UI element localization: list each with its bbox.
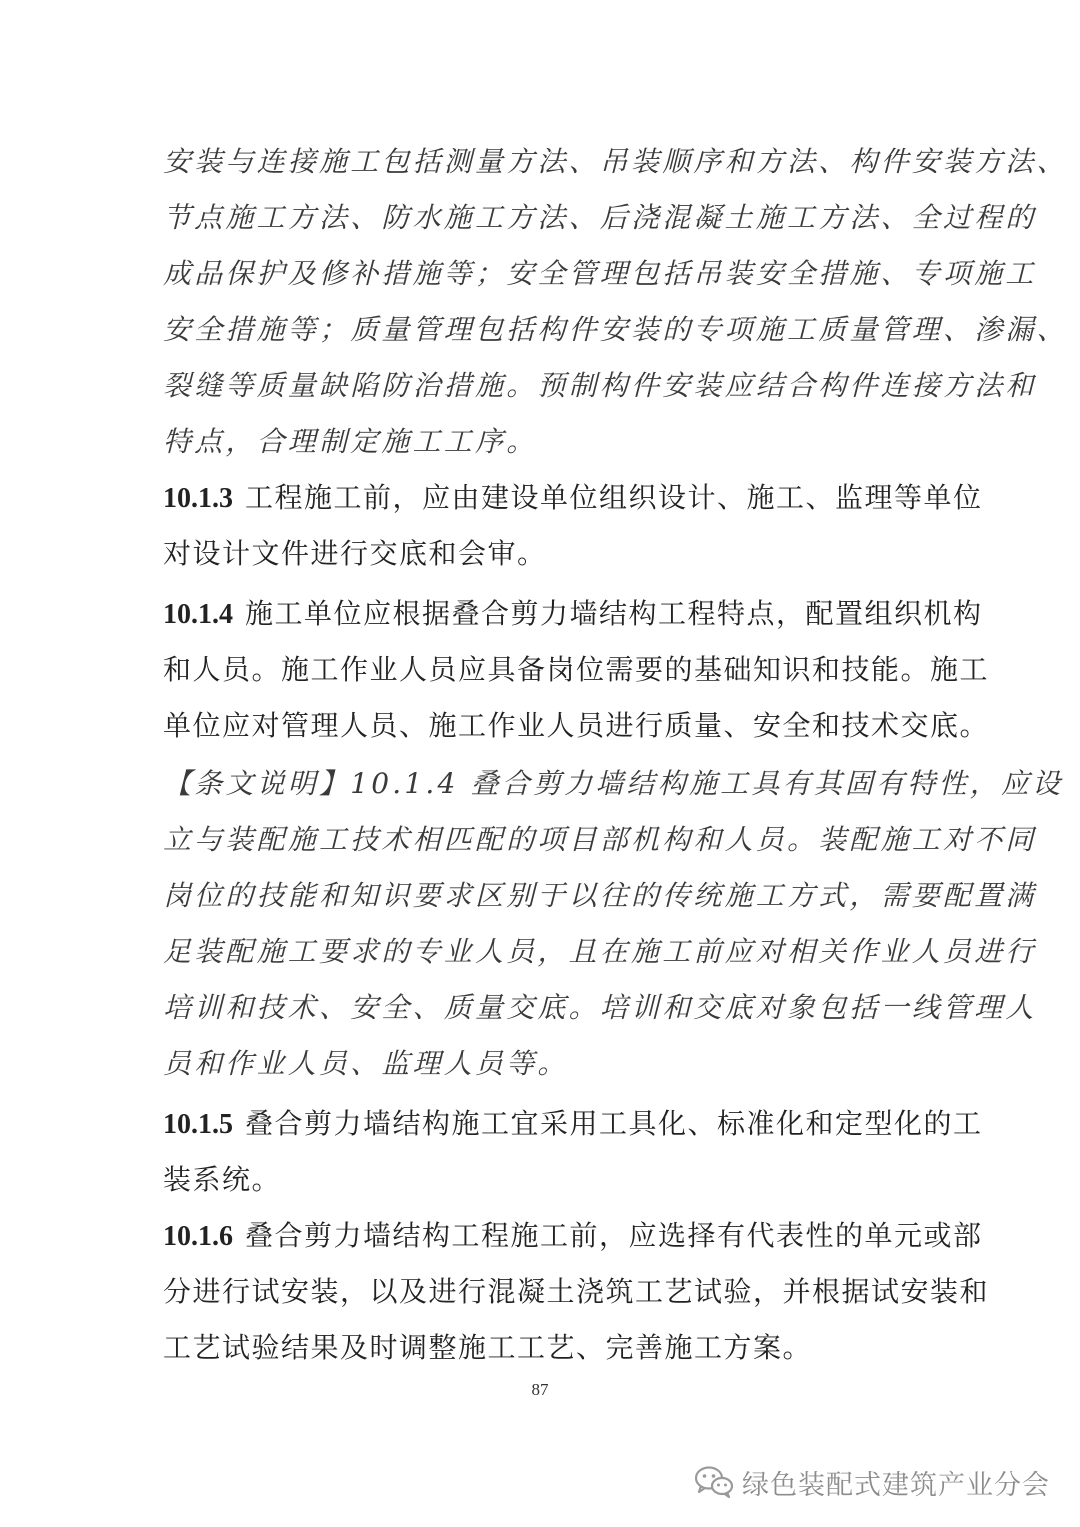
clause-text: 叠合剪力墙结构施工宜采用工具化、标准化和定型化的工 bbox=[245, 1107, 983, 1140]
text-line: 安装与连接施工包括测量方法、吊装顺序和方法、构件安装方法、 bbox=[163, 145, 1068, 178]
text-line: 足装配施工要求的专业人员，且在施工前应对相关作业人员进行 bbox=[163, 935, 1037, 968]
clause-number: 10.1.3 bbox=[163, 483, 233, 514]
watermark-text: 绿色装配式建筑产业分会 bbox=[742, 1469, 1050, 1501]
text-line: 分进行试安装，以及进行混凝土浇筑工艺试验，并根据试安装和 bbox=[163, 1275, 990, 1308]
text-line: 装系统。 bbox=[163, 1163, 282, 1196]
clause-10-1-3 bbox=[163, 480, 983, 516]
text-line: 裂缝等质量缺陷防治措施。预制构件安装应结合构件连接方法和 bbox=[163, 369, 1037, 402]
clause-10-1-6 bbox=[163, 1218, 983, 1254]
clause-number: 10.1.5 bbox=[163, 1109, 233, 1140]
watermark bbox=[694, 1462, 1050, 1502]
commentary-heading-line: 【条文说明】10.1.4 叠合剪力墙结构施工具有其固有特性，应设 bbox=[163, 767, 1064, 800]
clause-text: 叠合剪力墙结构工程施工前，应选择有代表性的单元或部 bbox=[245, 1219, 983, 1252]
text-line: 培训和技术、安全、质量交底。培训和交底对象包括一线管理人 bbox=[163, 991, 1037, 1024]
text-line: 员和作业人员、监理人员等。 bbox=[163, 1047, 569, 1080]
text-line: 工艺试验结果及时调整施工工艺、完善施工方案。 bbox=[163, 1331, 813, 1364]
text-line: 对设计文件进行交底和会审。 bbox=[163, 537, 547, 570]
wechat-icon bbox=[694, 1465, 734, 1499]
clause-text: 施工单位应根据叠合剪力墙结构工程特点，配置组织机构 bbox=[245, 597, 983, 630]
text-line: 特点，合理制定施工工序。 bbox=[163, 425, 538, 458]
text-line: 成品保护及修补措施等；安全管理包括吊装安全措施、专项施工 bbox=[163, 257, 1037, 290]
clause-10-1-4 bbox=[163, 596, 983, 632]
text-line: 单位应对管理人员、施工作业人员进行质量、安全和技术交底。 bbox=[163, 709, 990, 742]
clause-10-1-5 bbox=[163, 1106, 983, 1142]
clause-number: 10.1.4 bbox=[163, 599, 233, 630]
clause-text: 工程施工前，应由建设单位组织设计、施工、监理等单位 bbox=[245, 481, 983, 514]
clause-number: 10.1.6 bbox=[163, 1221, 233, 1252]
text-line: 和人员。施工作业人员应具备岗位需要的基础知识和技能。施工 bbox=[163, 653, 990, 686]
text-line: 安全措施等；质量管理包括构件安装的专项施工质量管理、渗漏、 bbox=[163, 313, 1068, 346]
text-line: 立与装配施工技术相匹配的项目部机构和人员。装配施工对不同 bbox=[163, 823, 1037, 856]
text-line: 节点施工方法、防水施工方法、后浇混凝土施工方法、全过程的 bbox=[163, 201, 1037, 234]
page-number: 87 bbox=[531, 1380, 549, 1399]
text-line: 岗位的技能和知识要求区别于以往的传统施工方式，需要配置满 bbox=[163, 879, 1037, 912]
